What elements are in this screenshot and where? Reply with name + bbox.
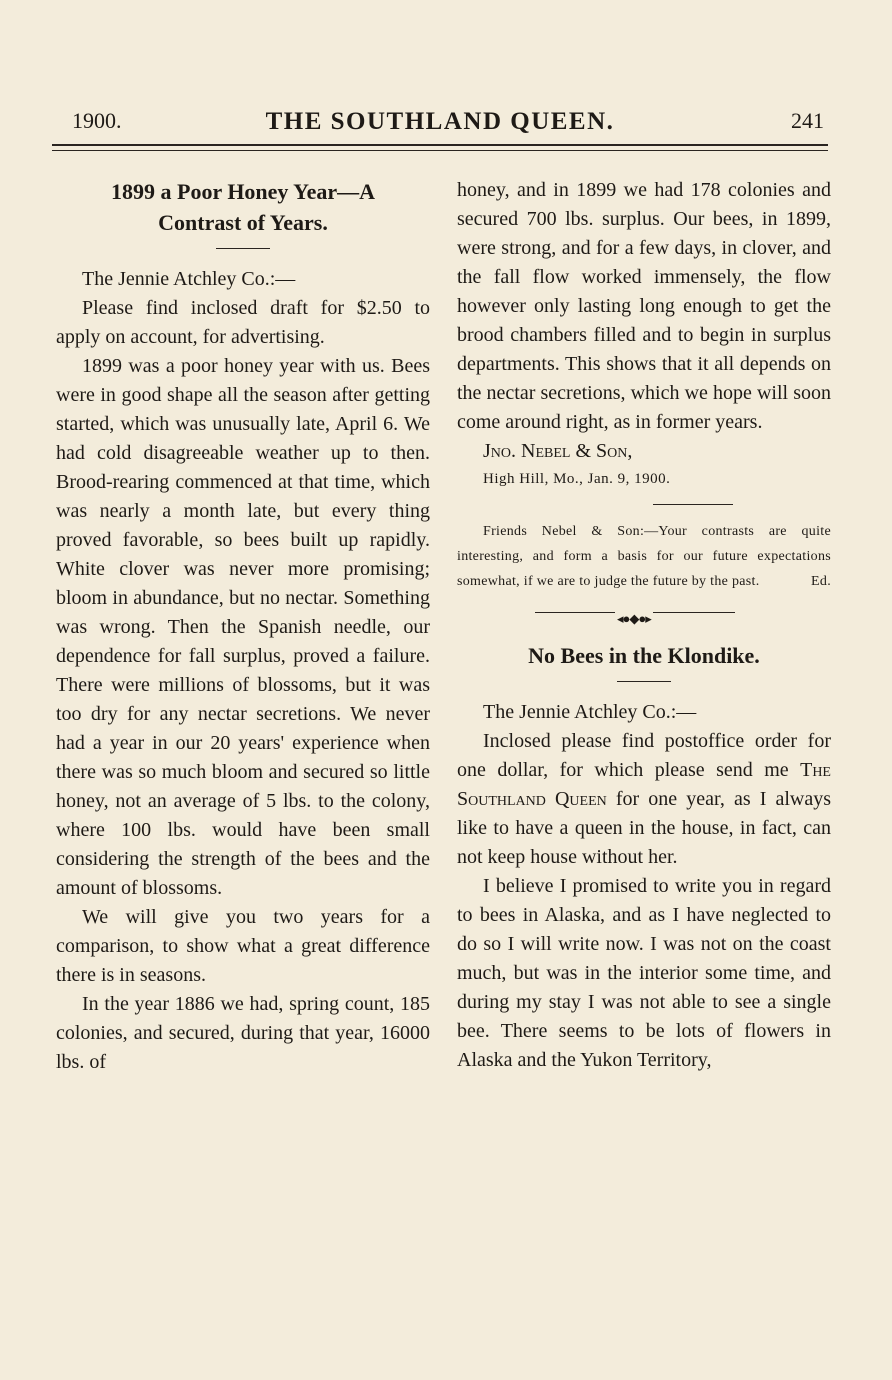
header-rule-thin <box>52 150 828 151</box>
article2-p1-start: Inclosed please find postoffice order for one dollar, for which please send me <box>457 730 831 781</box>
article2-p1-end: for one year, as I always like to have a queen in the house, in fact, can not keep house without her. <box>457 788 832 868</box>
page-header <box>52 108 828 140</box>
article1-salutation: The Jennie Atchley Co.:— <box>82 268 296 290</box>
article2-paragraph <box>457 727 831 872</box>
article1-paragraph: We will give you two years for a comparison, to show what a great difference there is in seasons. <box>56 906 430 986</box>
editor-reply <box>457 519 831 594</box>
ornament-icon: ◂●◆●▸ <box>615 604 653 633</box>
editor-sign: Ed. <box>811 574 831 589</box>
article2-paragraph: I believe I promised to write you in regard to bees in Alaska, and as I have neglected to do so I will write now. I was not on the coast much, but was in the interior some time, and during my stay I was not able to see a single bee. There seems to be lots of flowers in Alaska and the Yukon Territory, <box>457 875 831 1071</box>
header-page-number: 241 <box>791 108 824 133</box>
article2-salutation: The Jennie Atchley Co.:— <box>483 701 697 723</box>
article1-signature: Jno. Nebel & Son, <box>483 440 633 462</box>
header-title: THE SOUTHLAND QUEEN. <box>265 108 615 135</box>
article1-place-date: High Hill, Mo., Jan. 9, 1900. <box>483 471 671 487</box>
header-rule-thick <box>52 144 828 146</box>
article1-title-line1: 1899 a Poor Honey Year—A <box>111 179 375 204</box>
article1-paragraph: In the year 1886 we had, spring count, 185 colonies, and secured, during that year, 16000 lbs. of <box>56 993 430 1073</box>
header-year: 1900. <box>72 108 122 133</box>
article1-continuation: honey, and in 1899 we had 178 colonies and secured 700 lbs. surplus. Our bees, in 1899, were strong, and for a few days, in clover, and the fall flow worked immensely, the flow however only lasting long enough to get the brood chambers filled and to begin in surplus departments. This shows that it all depends on the nectar secretions, which we hope will soon come around right, as in former years. <box>457 179 831 433</box>
editor-reply-rule <box>653 504 733 505</box>
article2-title: No Bees in the Klondike. <box>528 643 760 668</box>
right-column <box>457 176 831 1075</box>
article1-paragraph: Please find inclosed draft for $2.50 to apply on account, for advertising. <box>56 297 430 348</box>
editor-reply-text: Friends Nebel & Son:—Your contrasts are quite interesting, and form a basis for our future expectations somewhat, if we are to judge the future by the past. <box>457 524 831 589</box>
left-column <box>56 176 430 1077</box>
magazine-name: The Southland Queen <box>457 759 831 810</box>
article1-title-line2: Contrast of Years. <box>158 210 328 235</box>
article1-title-rule <box>216 248 270 249</box>
article1-paragraph: 1899 was a poor honey year with us. Bees were in good shape all the season after getting started, which was unusually late, April 6. We had cold disagreeable weather up to then. Brood-rearing commenced at that time, which was nearly a month late, but every thing proved favorable, so bees built up rapidly. White clover was never more promising; bloom in abundance, but no nectar. Something was wrong. Then the Spanish needle, our dependence for fall surplus, proved a failure. There were millions of blossoms, but it was too dry for any nectar secretions. We never had a year in our 20 years' experience when there was so much bloom and secured so little honey, not an average of 5 lbs. to the colony, where 100 lbs. would have been small considering the strength of the bees and the amount of blossoms. <box>56 355 430 899</box>
article2-title-rule <box>617 681 671 682</box>
section-divider-ornament <box>457 606 831 626</box>
